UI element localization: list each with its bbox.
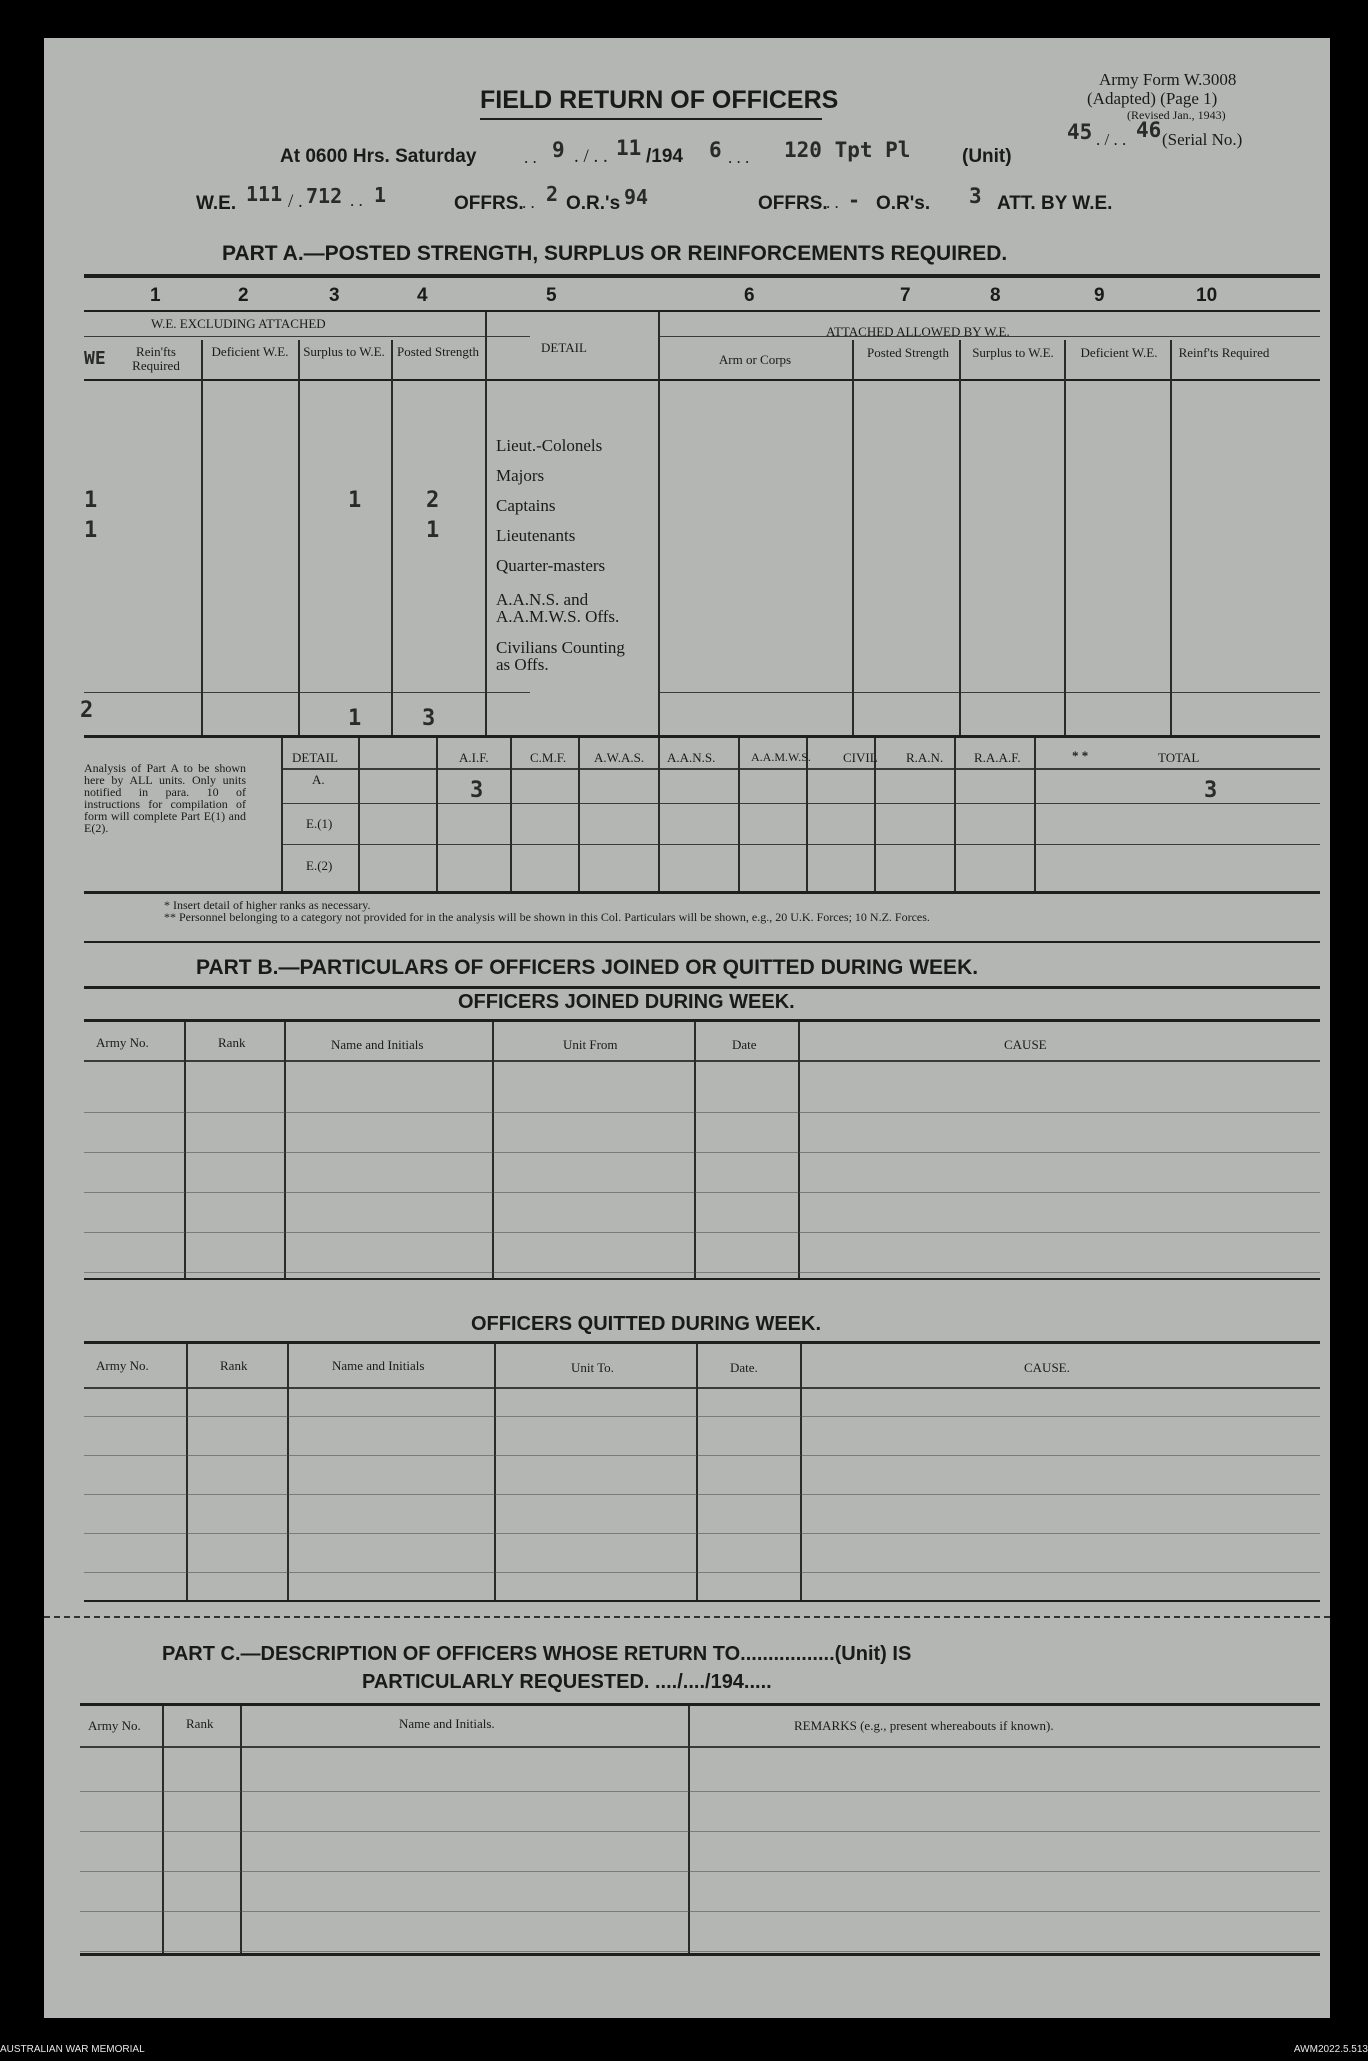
analysis-vl-5 [578, 738, 580, 891]
offrs-dots: . . [522, 193, 535, 212]
footnote-2: ** Personnel belonging to a category not provided for in the analysis will be shown in this Col. Particulars will be shown, e.g., 20 U.K. Forces; 10 N.Z. Forces. [164, 910, 930, 924]
quitted-vl-3 [494, 1344, 496, 1600]
part-a-bottom-rule [84, 735, 1320, 738]
analysis-vl-10 [954, 738, 956, 891]
col-num-5: 5 [546, 285, 557, 306]
part-a-numbers-rule [84, 310, 1320, 312]
vl-1 [201, 340, 203, 735]
ruled-row [84, 1533, 1320, 1534]
vl-7 [959, 340, 961, 735]
vl-8 [1064, 340, 1066, 735]
part-c-bottom-rule [80, 1953, 1320, 1956]
analysis-head-raaf: R.A.A.F. [974, 750, 1021, 765]
month-value: 11 [616, 136, 642, 160]
detail-captains: Captains [496, 496, 556, 515]
part-c-head-army-no: Army No. [88, 1718, 141, 1733]
unit-label: (Unit) [962, 146, 1012, 167]
joined-vl-5 [798, 1022, 800, 1278]
analysis-row-e1: E.(1) [306, 816, 333, 831]
detail-majors: Majors [496, 466, 545, 485]
detail-lieutenants: Lieutenants [496, 526, 576, 545]
form-id-line1: Army Form W.3008 [1099, 70, 1237, 89]
analysis-head-ran: R.A.N. [906, 750, 944, 765]
ruled-row [84, 1232, 1320, 1233]
joined-vl-1 [184, 1022, 186, 1278]
quitted-vl-2 [287, 1344, 289, 1600]
offrs2-dots: . . [826, 193, 839, 212]
vl-4 [485, 312, 487, 735]
col-head-rule [84, 379, 1320, 381]
offrs-label: OFFRS. [454, 193, 524, 214]
part-c-head-name: Name and Initials. [399, 1716, 495, 1731]
detail-quartermasters: Quarter-masters [496, 556, 606, 575]
total-reinf: 2 [80, 698, 94, 723]
detail-aans: A.A.N.S. and A.A.M.W.S. Offs. [496, 590, 620, 626]
quitted-head-cause: CAUSE. [1024, 1360, 1070, 1375]
analysis-row-a: A. [312, 772, 325, 787]
joined-head-unit-from: Unit From [563, 1037, 618, 1052]
part-a-top-rule [84, 274, 1320, 278]
analysis-head-total: TOTAL [1158, 750, 1200, 765]
ruled-row [80, 1831, 1320, 1832]
unit-value: 120 Tpt Pl [784, 138, 911, 162]
part-a-total-rule-left [84, 692, 530, 693]
footer-left: AUSTRALIAN WAR MEMORIAL [0, 2044, 145, 2055]
analysis-vl-7 [738, 738, 740, 891]
dots-1: . . [524, 148, 537, 167]
ors2-value: 3 [969, 184, 982, 208]
analysis-total-a: 3 [1204, 778, 1218, 803]
joined-head-rule [84, 1060, 1320, 1062]
detail-lt-colonels: Lieut.-Colonels [496, 436, 603, 455]
att-label: ATT. BY W.E. [997, 193, 1113, 214]
analysis-vl-3 [436, 738, 438, 891]
ruled-row [80, 1871, 1320, 1872]
vl-9 [1170, 340, 1172, 735]
part-c-head-rank: Rank [186, 1716, 214, 1731]
analysis-head-detail: DETAIL [292, 750, 338, 765]
part-b-title: PART B.—PARTICULARS OF OFFICERS JOINED OR QUITTED DURING WEEK. [196, 956, 979, 979]
col-num-7: 7 [900, 285, 911, 306]
analysis-head-civil: CIVIL [843, 750, 878, 765]
joined-bottom-rule [84, 1278, 1320, 1280]
part-c-head-rule [80, 1746, 1320, 1748]
we-label: W.E. [196, 193, 237, 214]
joined-title: OFFICERS JOINED DURING WEEK. [458, 991, 795, 1013]
col-num-8: 8 [990, 285, 1001, 306]
ruled-row [84, 1494, 1320, 1495]
footnote-1: * Insert detail of higher ranks as necessary. [164, 898, 371, 912]
head-surplus-att: Surplus to W.E. [972, 345, 1054, 360]
head-reinf-att: Reinf'ts Required [1178, 345, 1270, 360]
joined-top-rule [84, 1019, 1320, 1022]
joined-vl-4 [694, 1022, 696, 1278]
part-a-total-rule-right [658, 692, 1320, 693]
form-title: FIELD RETURN OF OFFICERS [480, 86, 839, 114]
ruled-row [80, 1951, 1320, 1952]
analysis-head-aans: A.A.N.S. [667, 750, 716, 765]
ruled-row [80, 1791, 1320, 1792]
quitted-title: OFFICERS QUITTED DURING WEEK. [471, 1313, 821, 1335]
detail-civilians: Civilians Counting as Offs. [496, 638, 625, 674]
quitted-head-army-no: Army No. [96, 1358, 149, 1373]
quitted-head-unit-to: Unit To. [571, 1360, 614, 1375]
head-posted: Posted Strength [397, 344, 479, 359]
at-text: At 0600 Hrs. Saturday [280, 146, 477, 167]
ruled-row [84, 1416, 1320, 1417]
joined-head-army-no: Army No. [96, 1035, 149, 1050]
ruled-row [84, 1572, 1320, 1573]
part-c-vl-2 [240, 1706, 242, 1953]
col-num-1: 1 [150, 285, 161, 306]
captains-reinf: 1 [84, 488, 98, 513]
captains-posted: 2 [426, 488, 440, 513]
joined-head-name: Name and Initials [331, 1037, 424, 1052]
we-slash: / . [288, 191, 303, 212]
col-num-4: 4 [417, 285, 428, 306]
captains-surplus: 1 [348, 488, 362, 513]
perforation-line [44, 1616, 1330, 1618]
analysis-head-aif: A.I.F. [459, 750, 489, 765]
ruled-row [84, 1455, 1320, 1456]
quitted-top-rule [84, 1341, 1320, 1344]
slash-1: . / . . [574, 146, 608, 167]
ors2-label: O.R's. [876, 193, 931, 214]
analysis-vl-4 [510, 738, 512, 891]
year-prefix: /194 [646, 146, 683, 167]
we-b: 712 [306, 184, 343, 208]
joined-head-rank: Rank [218, 1035, 246, 1050]
analysis-head-cmf: C.M.F. [530, 750, 567, 765]
quitted-vl-1 [186, 1344, 188, 1600]
part-c-line2: PARTICULARLY REQUESTED. ..../..../194..... [362, 1671, 772, 1693]
quitted-bottom-rule [84, 1600, 1320, 1602]
part-b-rule [84, 986, 1320, 989]
year-digit: 6 [709, 138, 722, 162]
offrs2-value: - [848, 188, 861, 212]
serial-label: (Serial No.) [1162, 130, 1243, 149]
total-posted: 3 [422, 706, 436, 731]
analysis-vl-6 [658, 738, 660, 891]
title-underline [480, 118, 822, 120]
analysis-vl-11 [1034, 738, 1036, 891]
analysis-head-aamws: A.A.M.W.S. [751, 750, 811, 764]
part-c-vl-1 [162, 1706, 164, 1953]
we-c: 1 [374, 183, 387, 207]
form-paper [44, 38, 1330, 2018]
ors-label: O.R.'s [566, 193, 621, 214]
group-right-label: ATTACHED ALLOWED BY W.E. [826, 324, 1010, 339]
lieutenants-reinf: 1 [84, 518, 98, 543]
analysis-note: Analysis of Part A to be shown here by ALL units. Only units notified in para. 10 of instructions for compilation of form will complete Part E(1) and E(2). [84, 761, 246, 835]
analysis-row-e2: E.(2) [306, 858, 333, 873]
ruled-row [84, 1272, 1320, 1273]
head-surplus: Surplus to W.E. [303, 344, 385, 359]
analysis-vl-2 [358, 738, 360, 891]
col-num-2: 2 [238, 285, 249, 306]
part-c-line1: PART C.—DESCRIPTION OF OFFICERS WHOSE RETURN TO.................(Unit) IS [162, 1643, 912, 1665]
head-deficient-att: Deficient W.E. [1080, 345, 1158, 360]
quitted-vl-5 [800, 1344, 802, 1600]
detail-head: DETAIL [541, 340, 587, 355]
quitted-head-name: Name and Initials [332, 1358, 425, 1373]
vl-2 [298, 340, 300, 735]
serial-a: 45 [1067, 120, 1093, 144]
total-surplus: 1 [348, 706, 362, 731]
vl-3 [391, 340, 393, 735]
head-deficient: Deficient W.E. [211, 344, 289, 359]
quitted-head-rank: Rank [220, 1358, 248, 1373]
part-c-head-remarks: REMARKS (e.g., present whereabouts if known). [794, 1718, 1054, 1733]
vl-5 [658, 312, 660, 735]
we-a: 111 [246, 182, 283, 206]
quitted-head-rule [84, 1387, 1320, 1389]
col-num-6: 6 [744, 285, 755, 306]
part-c-vl-3 [688, 1706, 690, 1953]
dots-2: . . . [728, 148, 750, 167]
col-num-10: 10 [1196, 285, 1218, 306]
part-c-top-rule [80, 1703, 1320, 1706]
quitted-head-date: Date. [730, 1360, 758, 1375]
offrs2-label: OFFRS. [758, 193, 828, 214]
form-id-line3: (Revised Jan., 1943) [1127, 108, 1226, 122]
joined-vl-3 [492, 1022, 494, 1278]
head-arm-corps: Arm or Corps [718, 352, 792, 367]
col-num-3: 3 [329, 285, 340, 306]
we-handwritten-mark: WE [84, 348, 106, 369]
vl-6 [852, 340, 854, 735]
ors-value: 94 [624, 185, 649, 209]
joined-head-cause: CAUSE [1004, 1037, 1047, 1052]
analysis-vl-1 [281, 738, 283, 891]
footnote-rule [84, 941, 1320, 943]
joined-vl-2 [284, 1022, 286, 1278]
analysis-bottom-rule [84, 891, 1320, 894]
offrs-value: 2 [546, 182, 559, 206]
serial-b: 46 [1136, 118, 1162, 142]
joined-head-date: Date [732, 1037, 757, 1052]
group-left-label: W.E. EXCLUDING ATTACHED [151, 316, 326, 331]
form-id-line2: (Adapted) (Page 1) [1087, 89, 1218, 108]
footer-right: AWM2022.5.513 [1293, 2044, 1368, 2055]
quitted-vl-4 [696, 1344, 698, 1600]
serial-slash: . / . . [1096, 130, 1127, 149]
group-left-rule [84, 336, 530, 337]
ruled-row [84, 1152, 1320, 1153]
ruled-row [84, 1112, 1320, 1113]
head-reinf: Rein'fts Required [132, 344, 180, 373]
part-a-title: PART A.—POSTED STRENGTH, SURPLUS OR REINFORCEMENTS REQUIRED. [222, 242, 1008, 265]
analysis-head-awas: A.W.A.S. [594, 750, 645, 765]
ruled-row [84, 1192, 1320, 1193]
day-value: 9 [552, 138, 565, 162]
analysis-head-stars: * * [1072, 748, 1089, 763]
col-num-9: 9 [1094, 285, 1105, 306]
head-posted-att: Posted Strength [867, 345, 949, 360]
analysis-aif-a: 3 [470, 778, 484, 803]
ruled-row [80, 1911, 1320, 1912]
we-dots: . . [350, 191, 363, 210]
lieutenants-posted: 1 [426, 518, 440, 543]
